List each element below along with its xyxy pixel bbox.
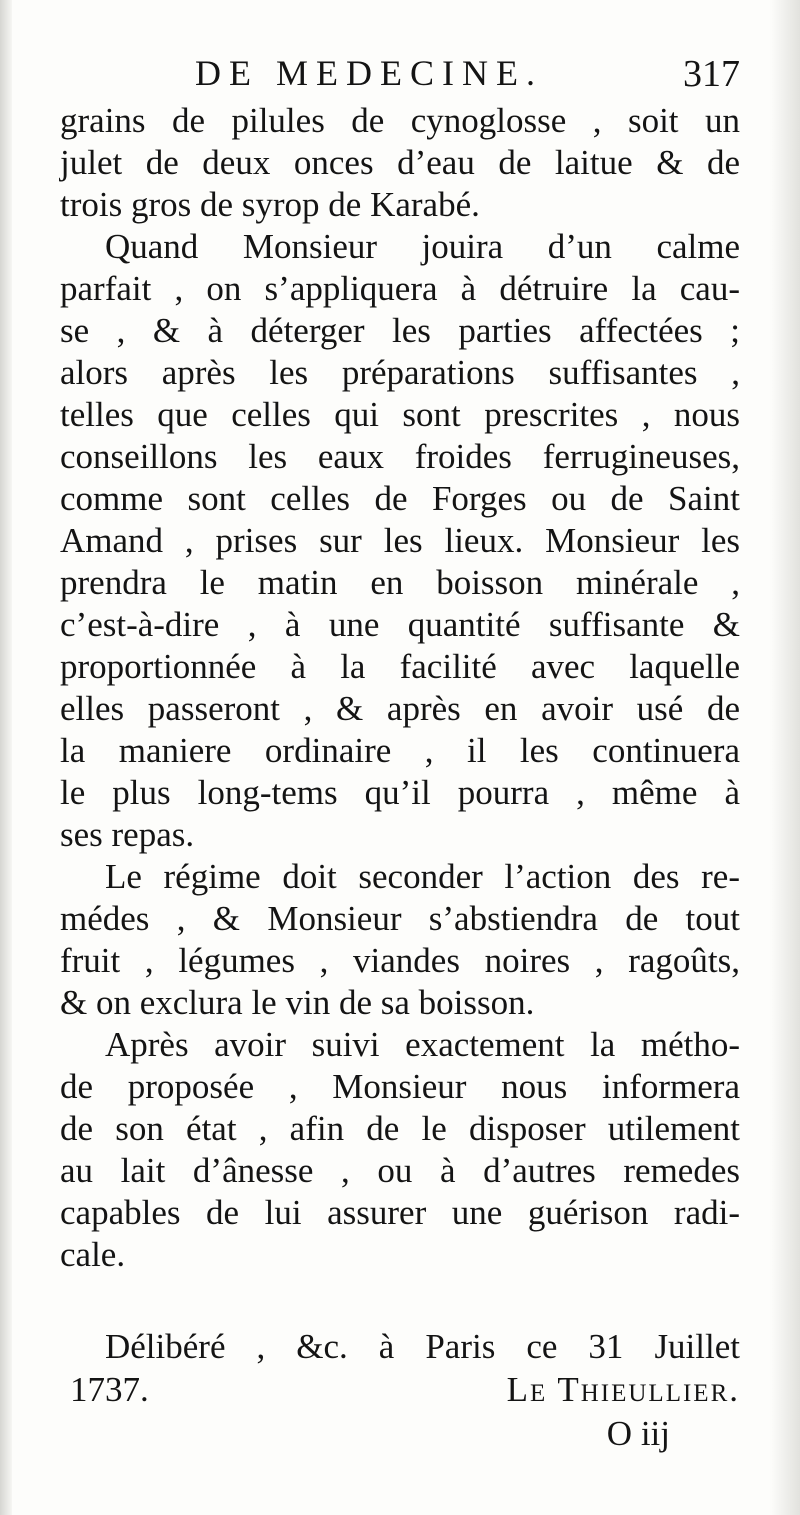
text-line: Amand , prises sur les lieux. Monsieur les bbox=[60, 521, 740, 560]
text-line: comme sont celles de Forges ou de Saint bbox=[60, 479, 740, 518]
text-line: julet de deux onces d’eau de laitue & de bbox=[60, 143, 740, 182]
text-line: conseillons les eaux froides ferrugineuses, bbox=[60, 437, 740, 476]
closing-formula bbox=[60, 1326, 740, 1368]
text-line: prendra le matin en boisson minérale , bbox=[60, 563, 740, 602]
year: 1737. bbox=[70, 1370, 149, 1409]
text-line: médes , & Monsieur s’abstiendra de tout bbox=[60, 899, 740, 938]
text-line: au lait d’ânesse , ou à d’autres remedes bbox=[60, 1151, 740, 1190]
page-edge-shadow bbox=[770, 0, 800, 1515]
text-line: de son état , afin de le disposer utilement bbox=[60, 1109, 740, 1148]
text-line: grains de pilules de cynoglosse , soit un bbox=[60, 101, 740, 140]
text-line: la maniere ordinaire , il les continuera bbox=[60, 731, 740, 770]
body-text bbox=[60, 100, 740, 1276]
page-header bbox=[60, 52, 740, 96]
paragraph-start-line: Le régime doit seconder l’action des re- bbox=[105, 857, 740, 896]
text-line: ses repas. bbox=[60, 815, 195, 854]
text-line: c’est-à-dire , à une quantité suffisante & bbox=[60, 605, 740, 644]
text-line: alors après les préparations suffisantes , bbox=[60, 353, 740, 392]
signature-row bbox=[60, 1370, 740, 1412]
paragraph-start-line: Quand Monsieur jouira d’un calme bbox=[105, 227, 740, 266]
signatory-name: Le Thieullier. bbox=[506, 1370, 740, 1409]
paragraph-start-line: Après avoir suivi exactement la métho- bbox=[105, 1025, 740, 1064]
text-line: parfait , on s’appliquera à détruire la cau- bbox=[60, 269, 740, 308]
text-line: cale. bbox=[60, 1235, 126, 1274]
text-line: elles passeront , & après en avoir usé de bbox=[60, 689, 740, 728]
text-line: proportionnée à la facilité avec laquelle bbox=[60, 647, 740, 686]
text-line: & on exclura le vin de sa boisson. bbox=[60, 983, 535, 1022]
text-line: de proposée , Monsieur nous informera bbox=[60, 1067, 740, 1106]
page-gutter-shadow bbox=[0, 0, 12, 1515]
running-head: DE MEDECINE. bbox=[195, 53, 543, 93]
text-line: telles que celles qui sont prescrites , nous bbox=[60, 395, 740, 434]
text-line: fruit , légumes , viandes noires , ragoûts, bbox=[60, 941, 740, 980]
text-line: le plus long-tems qu’il pourra , même à bbox=[60, 773, 740, 812]
text-line: se , & à déterger les parties affectées ; bbox=[60, 311, 740, 350]
page-number: 317 bbox=[683, 53, 740, 95]
deliberation-line: Délibéré , &c. à Paris ce 31 Juillet bbox=[105, 1327, 740, 1366]
text-line: capables de lui assurer une guérison radi- bbox=[60, 1193, 740, 1232]
text-line: trois gros de syrop de Karabé. bbox=[60, 185, 480, 224]
signature-mark: O iij bbox=[606, 1414, 670, 1453]
